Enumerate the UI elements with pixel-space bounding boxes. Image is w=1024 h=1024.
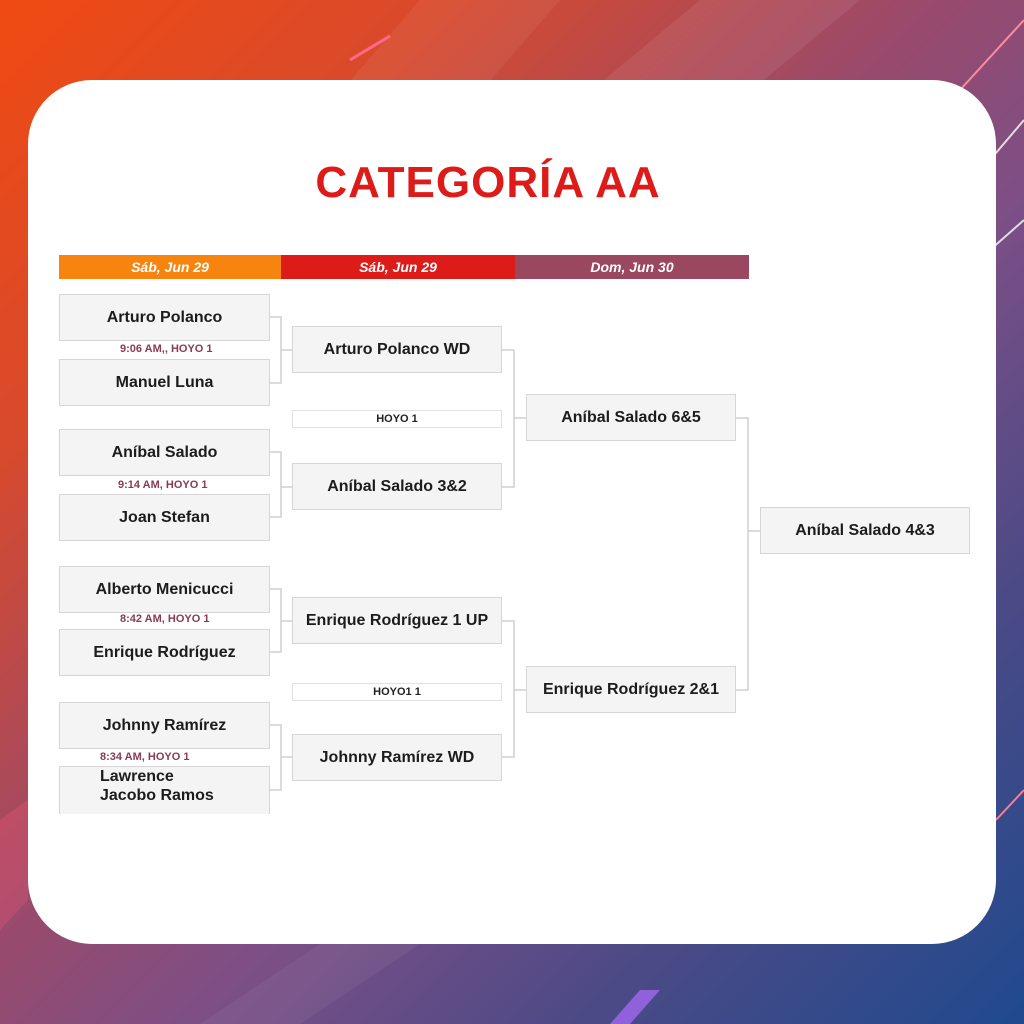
semifinal-result-1: Aníbal Salado 6&5 <box>526 394 736 441</box>
round1-match2-player-b: Joan Stefan <box>59 494 270 541</box>
round1-match4-tee-time: 8:34 AM, HOYO 1 <box>100 751 190 763</box>
round1-match1-tee-time: 9:06 AM,, HOYO 1 <box>120 343 213 355</box>
day-header-round2: Sáb, Jun 29 <box>281 255 515 279</box>
round1-match4-player-b-line1: Lawrence <box>100 768 174 785</box>
round2-result-2: Aníbal Salado 3&2 <box>292 463 502 510</box>
round1-match4-player-b <box>59 766 270 814</box>
round1-match4-player-a: Johnny Ramírez <box>59 702 270 749</box>
round1-match2-player-a: Aníbal Salado <box>59 429 270 476</box>
round1-match4-player-b-line2: Jacobo Ramos <box>100 787 214 804</box>
day-header-round1: Sáb, Jun 29 <box>59 255 281 279</box>
round2-result-3: Enrique Rodríguez 1 UP <box>292 597 502 644</box>
round1-match1-player-a: Arturo Polanco <box>59 294 270 341</box>
round1-match1-player-b: Manuel Luna <box>59 359 270 406</box>
round1-match2-tee-time: 9:14 AM, HOYO 1 <box>118 479 208 491</box>
page-title: CATEGORÍA AA <box>315 158 661 207</box>
round2-hoyo-label-1: HOYO 1 <box>292 410 502 428</box>
round1-match3-player-a: Alberto Menicucci <box>59 566 270 613</box>
round2-result-4: Johnny Ramírez WD <box>292 734 502 781</box>
semifinal-result-2: Enrique Rodríguez 2&1 <box>526 666 736 713</box>
round2-hoyo-label-2: HOYO1 1 <box>292 683 502 701</box>
round1-match3-tee-time: 8:42 AM, HOYO 1 <box>120 613 210 625</box>
final-result: Aníbal Salado 4&3 <box>760 507 970 554</box>
day-header-round3: Dom, Jun 30 <box>515 255 749 279</box>
round1-match3-player-b: Enrique Rodríguez <box>59 629 270 676</box>
round2-result-1: Arturo Polanco WD <box>292 326 502 373</box>
